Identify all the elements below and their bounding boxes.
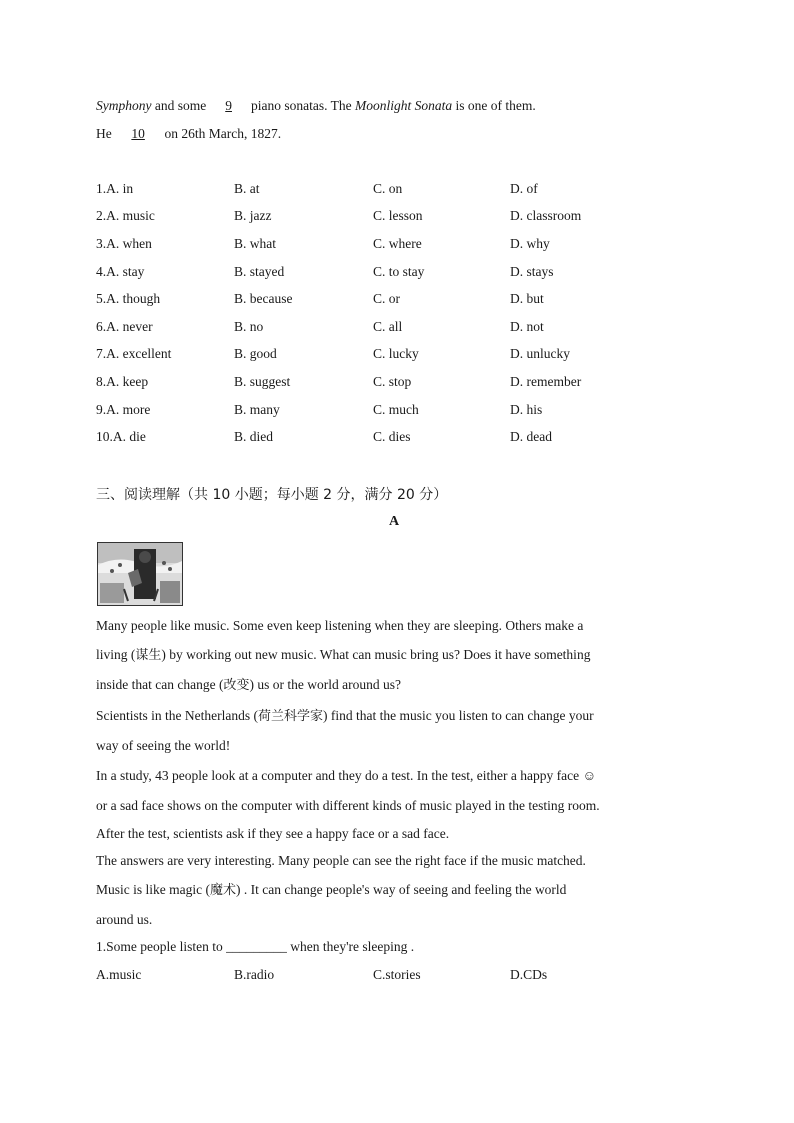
passage-paragraph-3-line-2: or a sad face shows on the computer with different kinds of music played in the testing room. xyxy=(96,798,600,813)
question-1-option-a: A.music xyxy=(96,967,142,982)
moonlight-sonata-title: Moonlight Sonata xyxy=(354,98,453,113)
question-1-option-d: D.CDs xyxy=(510,967,548,982)
passage-paragraph-3-line-1: In a study, 43 people look at a computer and they do a test. In the test, either a happy face ☺ xyxy=(96,768,597,783)
option-row: 3.A. when B. what C. where D. why xyxy=(96,236,550,251)
question-1-options xyxy=(96,966,716,984)
passage-paragraph-1-line-3: inside that can change (改变) us or the world around us? xyxy=(96,677,401,693)
illustration-image xyxy=(98,543,182,605)
option-row: 8.A. keep B. suggest C. stop D. remember xyxy=(96,374,582,389)
option-row: 9.A. more B. many C. much D. his xyxy=(96,402,543,417)
option-row: 7.A. excellent B. good C. lucky D. unlucky xyxy=(96,346,570,361)
passage-illustration xyxy=(97,542,183,606)
option-row: 5.A. though B. because C. or D. but xyxy=(96,291,544,306)
option-row: 2.A. music B. jazz C. lesson D. classroom xyxy=(96,208,582,223)
passage-paragraph-1-line-2: living (谋生) by working out new music. What can music bring us? Does it have something xyxy=(96,647,591,663)
passage-paragraph-4-line-2: Music is like magic (魔术) . It can change people's way of seeing and feeling the world xyxy=(96,882,567,898)
question-1-option-b: B.radio xyxy=(234,967,275,982)
option-row: 4.A. stay B. stayed C. to stay D. stays xyxy=(96,264,554,279)
passage-label: A xyxy=(389,514,400,529)
question-1-blank: _________ xyxy=(226,939,287,954)
intro-line-1: Symphony and some 9 piano sonatas. The Moonlight Sonata is one of them. xyxy=(96,98,536,113)
passage-paragraph-3-line-3: After the test, scientists ask if they see a happy face or a sad face. xyxy=(96,826,450,841)
intro-line-2: He 10 on 26th March, 1827. xyxy=(96,126,282,141)
blank-10: 10 xyxy=(131,126,145,141)
passage-paragraph-4-line-3: around us. xyxy=(96,912,153,927)
question-1-option-c: C.stories xyxy=(373,967,421,982)
passage-paragraph-2-line-2: way of seeing the world! xyxy=(96,738,231,753)
passage-paragraph-2-line-1: Scientists in the Netherlands (荷兰科学家) find that the music you listen to can change your xyxy=(96,708,594,724)
question-1-stem: 1.Some people listen to _________ when they're sleeping . xyxy=(96,939,415,954)
option-row: 1.A. in B. at C. on D. of xyxy=(96,181,538,196)
passage-paragraph-1-line-1: Many people like music. Some even keep listening when they are sleeping. Others make a xyxy=(96,618,584,633)
blank-9: 9 xyxy=(225,98,232,113)
passage-paragraph-4-line-1: The answers are very interesting. Many people can see the right face if the music matched. xyxy=(96,853,586,868)
section-heading: 三、阅读理解（共 10 小题；每小题 2 分，满分 20 分） xyxy=(96,487,448,503)
option-row: 10.A. die B. died C. dies D. dead xyxy=(96,429,552,444)
symphony-title: Symphony xyxy=(96,98,152,113)
option-row: 6.A. never B. no C. all D. not xyxy=(96,319,544,334)
